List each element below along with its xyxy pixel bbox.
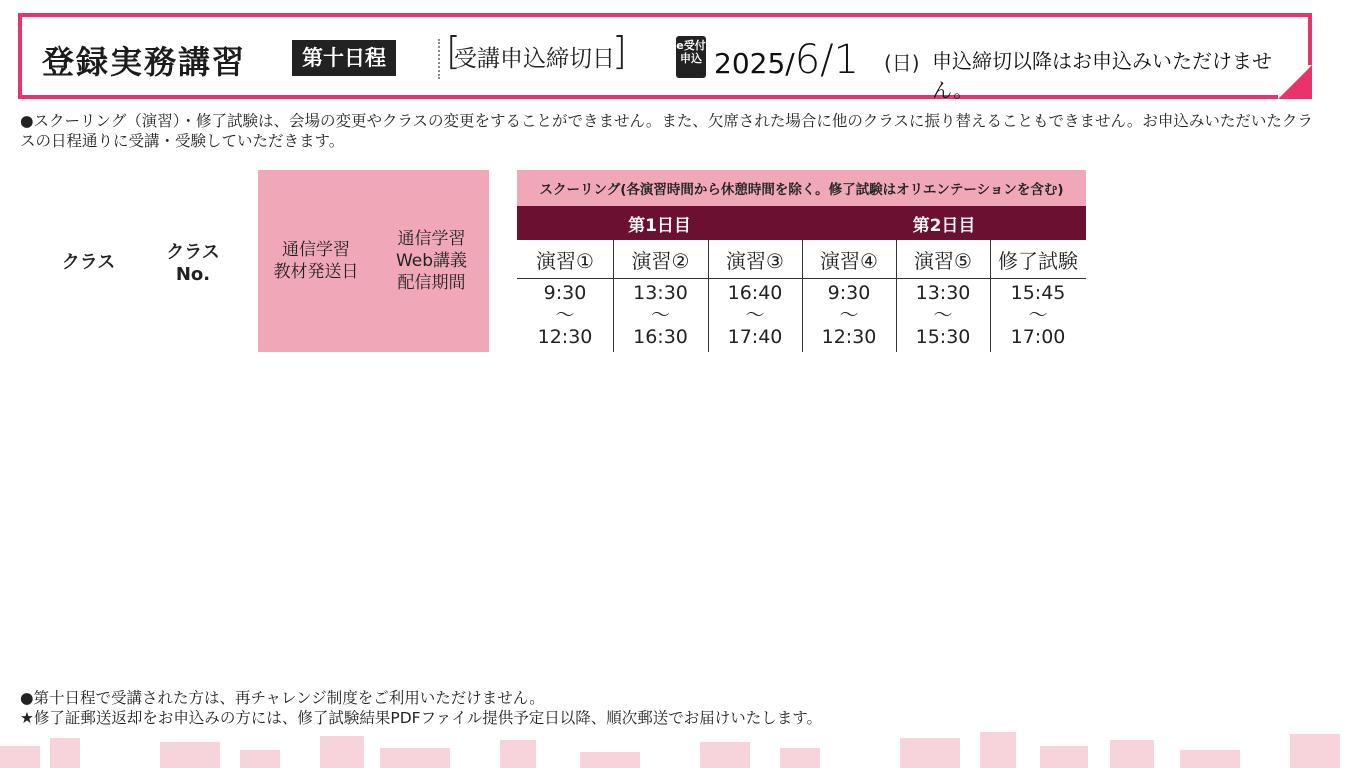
header-schooling: スクーリング(各演習時間から休憩時間を除く。修了試験はオリエンテーションを含む)	[517, 170, 1086, 206]
header-day2: 第2日目	[802, 206, 1086, 240]
header-session-label: 演習③	[708, 240, 802, 278]
header-session-label: 演習①	[517, 240, 613, 278]
footer-note-1: ●第十日程で受講された方は、再チャレンジ制度をご利用いただけません。	[20, 689, 545, 707]
header-banner	[18, 13, 1312, 102]
header-session-label: 演習⑤	[896, 240, 990, 278]
deadline-year: 2025/	[714, 47, 795, 80]
session-divider	[990, 240, 991, 352]
header-session-time: 9:30 〜 12:30	[517, 278, 613, 352]
header-class: クラス	[20, 170, 157, 352]
header-session-time: 13:30 〜 15:30	[896, 278, 990, 352]
deadline-date	[714, 37, 859, 83]
header-session-label: 演習②	[613, 240, 708, 278]
header-session-time: 9:30 〜 12:30	[802, 278, 896, 352]
deadline-day: 6/1	[794, 37, 860, 83]
e-application-icon: e受付 申込	[676, 36, 706, 78]
header-spacer	[229, 170, 258, 352]
schedule-table	[20, 170, 1317, 682]
header-session-label: 演習④	[802, 240, 896, 278]
header-web-period: 通信学習 Web講義 配信期間	[374, 170, 489, 352]
header-session-time: 13:30 〜 16:30	[613, 278, 708, 352]
schedule-badge: 第十日程	[292, 40, 396, 76]
deadline-dow: (日)	[884, 51, 920, 75]
session-divider	[613, 240, 614, 352]
header-materials: 通信学習 教材発送日	[258, 170, 374, 352]
session-divider	[708, 240, 709, 352]
header-session-time: 16:40 〜 17:40	[708, 278, 802, 352]
session-dotted-rule	[517, 278, 1086, 279]
notice-text: ●スクーリング（演習）・修了試験は、会場の変更やクラスの変更をすることができません。また、欠席された場合に他のクラスに振り替えることもできません。お申込みいただいたクラスの日程通りに受講・受験していただきます。	[20, 112, 1313, 150]
header-class-no: クラス No.	[157, 170, 229, 352]
header-day1: 第1日目	[517, 206, 802, 240]
skyline-decoration	[0, 728, 1366, 768]
footer-note-2: ★修了証郵送返却をお申込みの方には、修了試験結果PDFファイル提供予定日以降、順次郵送でお届けいたします。	[20, 709, 823, 727]
session-divider	[802, 240, 803, 352]
deadline-label: [ 受講申込締切日 ]	[454, 40, 615, 73]
footer-notes	[20, 688, 822, 728]
session-divider	[896, 240, 897, 352]
header-spacer	[489, 170, 517, 352]
page-title: 登録実務講習	[42, 43, 247, 81]
dotted-divider	[438, 39, 440, 79]
deadline-note: 申込締切以降はお申込みいただけません。	[932, 49, 1272, 102]
header-session-time: 15:45 〜 17:00	[990, 278, 1086, 352]
header-session-label: 修了試験	[990, 240, 1086, 278]
